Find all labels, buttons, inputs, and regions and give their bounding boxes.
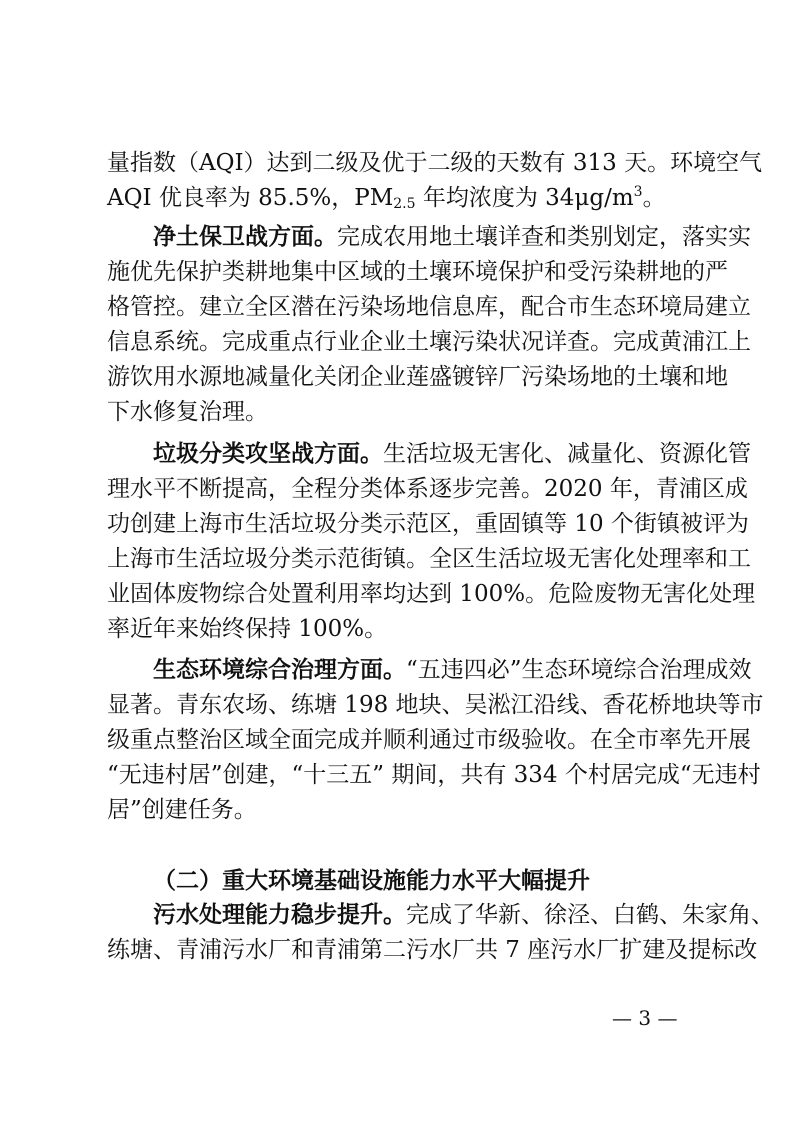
pm-subscript: 2.5: [393, 196, 416, 212]
sewage-paragraph-line-2: [107, 933, 758, 967]
eco-paragraph-line-5: [107, 793, 701, 827]
aqi-paragraph-line-1: [107, 146, 763, 180]
eco-paragraph-line-4: [107, 758, 761, 792]
soil-paragraph-line-4: [107, 325, 751, 359]
sewage-paragraph-line-1: [153, 898, 774, 932]
aqi-rate-text: AQI 优良率为 85.5%，PM: [107, 185, 394, 211]
soil-line-1-text: 完成农用地土壤详查和类别划定，落实实: [337, 224, 751, 250]
eco-heading: 生态环境综合治理方面。: [153, 656, 406, 683]
sewage-line-1-text: 完成了华新、徐泾、白鹤、朱家角、: [406, 902, 774, 928]
waste-heading: 垃圾分类攻坚战方面。: [153, 440, 383, 467]
waste-paragraph-line-3: [107, 507, 749, 541]
pm-concentration-text: 年均浓度为 34μg/m: [415, 185, 634, 211]
waste-paragraph-line-4: [107, 542, 751, 576]
soil-line-3-text: 格管控。建立全区潜在污染场地信息库，配合市生态环境局建立: [107, 294, 751, 320]
waste-line-1-text: 生活垃圾无害化、减量化、资源化管: [383, 441, 751, 467]
aqi-paragraph-line-2: [107, 181, 701, 215]
eco-line-4-text: “无违村居”创建，“十三五” 期间，共有 334 个村居完成“无违村: [107, 762, 761, 788]
soil-paragraph-line-2: [107, 255, 728, 289]
sentence-end: 。: [642, 185, 666, 211]
soil-paragraph-line-1: [153, 220, 751, 254]
waste-line-3-text: 功创建上海市生活垃圾分类示范区，重固镇等 10 个街镇被评为: [107, 511, 749, 537]
soil-paragraph-line-3: [107, 290, 751, 324]
eco-line-2-text: 显著。青东农场、练塘 198 地块、吴淞江沿线、香花桥地块等市: [107, 692, 764, 718]
waste-line-6-text: 率近年来始终保持 100%。: [107, 616, 388, 642]
soil-line-5-text: 游饮用水源地减量化关闭企业莲盛镀锌厂污染场地的土壤和地: [107, 364, 728, 390]
waste-line-2-text: 理水平不断提高，全程分类体系逐步完善。2020 年，青浦区成: [107, 476, 748, 502]
aqi-line-1-text: 量指数（AQI）达到二级及优于二级的天数有 313 天。环境空气: [107, 150, 763, 176]
waste-paragraph-line-5: [107, 577, 756, 611]
eco-line-3-text: 级重点整治区域全面完成并顺利通过市级验收。在全市率先开展: [107, 727, 751, 753]
waste-line-4-text: 上海市生活垃圾分类示范街镇。全区生活垃圾无害化处理率和工: [107, 546, 751, 572]
cubic-superscript: 3: [633, 184, 643, 200]
section-two-heading: （二）重大环境基础设施能力水平大幅提升: [153, 867, 590, 894]
soil-line-2-text: 施优先保护类耕地集中区域的土壤环境保护和受污染耕地的严: [107, 259, 728, 285]
eco-paragraph-line-2: [107, 688, 764, 722]
waste-paragraph-line-2: [107, 472, 748, 506]
soil-line-6-text: 下水修复治理。: [107, 399, 268, 425]
eco-line-1-text: “五违四必”生态环境综合治理成效: [406, 657, 752, 683]
soil-paragraph-line-6: [107, 395, 701, 429]
sewage-line-2-text: 练塘、青浦污水厂和青浦第二污水厂共 7 座污水厂扩建及提标改: [107, 937, 758, 963]
sewage-heading: 污水处理能力稳步提升。: [153, 901, 406, 928]
soil-heading: 净土保卫战方面。: [153, 223, 337, 250]
soil-line-4-text: 信息系统。完成重点行业企业土壤污染状况详查。完成黄浦江上: [107, 329, 751, 355]
waste-line-5-text: 业固体废物综合处置利用率均达到 100%。危险废物无害化处理: [107, 581, 756, 607]
waste-paragraph-line-6: [107, 612, 701, 646]
soil-paragraph-line-5: [107, 360, 728, 394]
eco-line-5-text: 居”创建任务。: [107, 797, 257, 823]
page-number: — 3 —: [612, 1006, 678, 1030]
eco-paragraph-line-1: [153, 653, 752, 687]
waste-paragraph-line-1: [153, 437, 751, 471]
eco-paragraph-line-3: [107, 723, 751, 757]
